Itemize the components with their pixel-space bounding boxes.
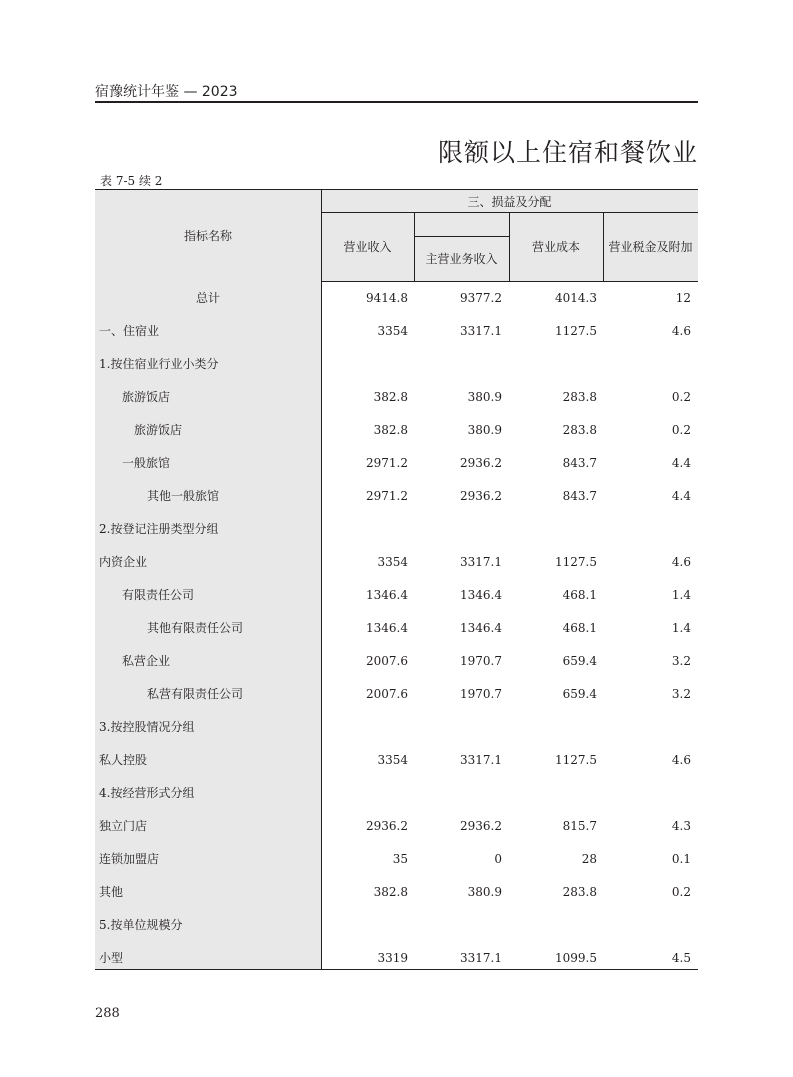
row-label: 3.按控股情况分组 [99, 720, 195, 734]
cell-value: 3319 [377, 951, 408, 965]
cell-value: 1127.5 [555, 324, 597, 338]
column-header-tax: 营业税金及附加 [608, 240, 693, 254]
running-head-rule [95, 101, 698, 103]
cell-value: 2936.2 [460, 819, 502, 833]
cell-value: 2936.2 [460, 456, 502, 470]
table-number: 表 7-5 续 2 [100, 174, 163, 188]
cell-value: 4.5 [671, 951, 691, 965]
cell-value: 3354 [377, 555, 408, 569]
cell-value: 1346.4 [366, 621, 408, 635]
table-row [0, 750, 793, 783]
cell-value: 2007.6 [366, 687, 408, 701]
cell-value: 659.4 [562, 687, 597, 701]
row-label: 总计 [195, 291, 220, 305]
cell-value: 843.7 [562, 456, 597, 470]
row-label: 一、住宿业 [99, 324, 160, 338]
cell-value: 2971.2 [366, 456, 408, 470]
row-label: 有限责任公司 [122, 588, 195, 602]
row-label: 其他一般旅馆 [147, 489, 220, 503]
table-row [0, 585, 793, 618]
cell-value: 382.8 [373, 423, 408, 437]
table-row [0, 321, 793, 354]
cell-value: 9414.8 [366, 291, 408, 305]
cell-value: 2971.2 [366, 489, 408, 503]
cell-value: 3.2 [671, 654, 691, 668]
column-header-main-revenue: 主营业务收入 [425, 252, 498, 266]
row-label: 内资企业 [99, 555, 148, 569]
cell-value: 380.9 [467, 390, 502, 404]
table-row [0, 882, 793, 915]
section-title: 限额以上住宿和餐饮业 [437, 138, 698, 167]
table-row [0, 354, 793, 387]
table-row [0, 552, 793, 585]
row-label: 其他 [99, 885, 124, 899]
table-row [0, 288, 793, 321]
table-row [0, 915, 793, 948]
row-label: 4.按经营形式分组 [99, 786, 195, 800]
row-label: 私营有限责任公司 [147, 687, 244, 701]
cell-value: 4.6 [671, 555, 691, 569]
cell-value: 382.8 [373, 885, 408, 899]
page-number: 288 [95, 1006, 120, 1021]
cell-value: 2007.6 [366, 654, 408, 668]
table-row [0, 618, 793, 651]
cell-value: 468.1 [562, 588, 597, 602]
table-row [0, 849, 793, 882]
table-row [0, 684, 793, 717]
cell-value: 283.8 [562, 885, 597, 899]
stub-header: 指标名称 [183, 229, 232, 243]
table-row [0, 948, 793, 981]
row-label: 5.按单位规模分 [99, 918, 183, 932]
cell-value: 4.6 [671, 753, 691, 767]
table-row [0, 651, 793, 684]
row-label: 其他有限责任公司 [147, 621, 244, 635]
cell-value: 0.2 [671, 423, 691, 437]
cell-value: 815.7 [562, 819, 597, 833]
cell-value: 3317.1 [460, 753, 502, 767]
table-row [0, 486, 793, 519]
cell-value: 1.4 [671, 621, 691, 635]
header-bottom-rule [321, 281, 698, 282]
cell-value: 1346.4 [460, 621, 502, 635]
cell-value: 468.1 [562, 621, 597, 635]
row-label: 私营企业 [122, 654, 171, 668]
cell-value: 1970.7 [460, 687, 502, 701]
cell-value: 0.1 [671, 852, 691, 866]
cell-value: 35 [392, 852, 408, 866]
cell-value: 283.8 [562, 390, 597, 404]
cell-value: 380.9 [467, 885, 502, 899]
cell-value: 0 [494, 852, 502, 866]
group-header: 三、损益及分配 [467, 194, 552, 209]
cell-value: 380.9 [467, 423, 502, 437]
cell-value: 1346.4 [366, 588, 408, 602]
cell-value: 3354 [377, 753, 408, 767]
cell-value: 659.4 [562, 654, 597, 668]
cell-value: 3.2 [671, 687, 691, 701]
cell-value: 382.8 [373, 390, 408, 404]
table-bottom-rule [95, 969, 698, 970]
table-row [0, 519, 793, 552]
cell-value: 4.4 [671, 489, 691, 503]
cell-value: 2936.2 [460, 489, 502, 503]
row-label: 2.按登记注册类型分组 [99, 522, 219, 536]
table-row [0, 816, 793, 849]
table-row [0, 783, 793, 816]
table-row [0, 420, 793, 453]
cell-value: 28 [581, 852, 597, 866]
row-label: 一般旅馆 [122, 456, 171, 470]
table-row [0, 453, 793, 486]
cell-value: 4.6 [671, 324, 691, 338]
cell-value: 843.7 [562, 489, 597, 503]
column-header-revenue: 营业收入 [343, 240, 392, 254]
cell-value: 283.8 [562, 423, 597, 437]
cell-value: 4.3 [671, 819, 691, 833]
cell-value: 1970.7 [460, 654, 502, 668]
cell-value: 9377.2 [460, 291, 502, 305]
row-label: 旅游饭店 [134, 423, 183, 437]
table-row [0, 387, 793, 420]
cell-value: 0.2 [671, 885, 691, 899]
row-label: 1.按住宿业行业小类分 [99, 357, 219, 371]
cell-value: 1346.4 [460, 588, 502, 602]
cell-value: 12 [675, 291, 691, 305]
cell-value: 3317.1 [460, 951, 502, 965]
cell-value: 3354 [377, 324, 408, 338]
cell-value: 1099.5 [555, 951, 597, 965]
column-header-cost: 营业成本 [531, 240, 580, 254]
cell-value: 2936.2 [366, 819, 408, 833]
cell-value: 4014.3 [555, 291, 597, 305]
row-label: 独立门店 [99, 819, 148, 833]
running-head: 宿豫统计年鉴 — 2023 [95, 84, 238, 100]
cell-value: 3317.1 [460, 324, 502, 338]
table-row [0, 717, 793, 750]
cell-value: 0.2 [671, 390, 691, 404]
cell-value: 3317.1 [460, 555, 502, 569]
row-label: 连锁加盟店 [99, 852, 160, 866]
cell-value: 4.4 [671, 456, 691, 470]
row-label: 私人控股 [99, 753, 148, 767]
row-label: 旅游饭店 [122, 390, 171, 404]
row-label: 小型 [99, 951, 124, 965]
cell-value: 1.4 [671, 588, 691, 602]
cell-value: 1127.5 [555, 555, 597, 569]
cell-value: 1127.5 [555, 753, 597, 767]
